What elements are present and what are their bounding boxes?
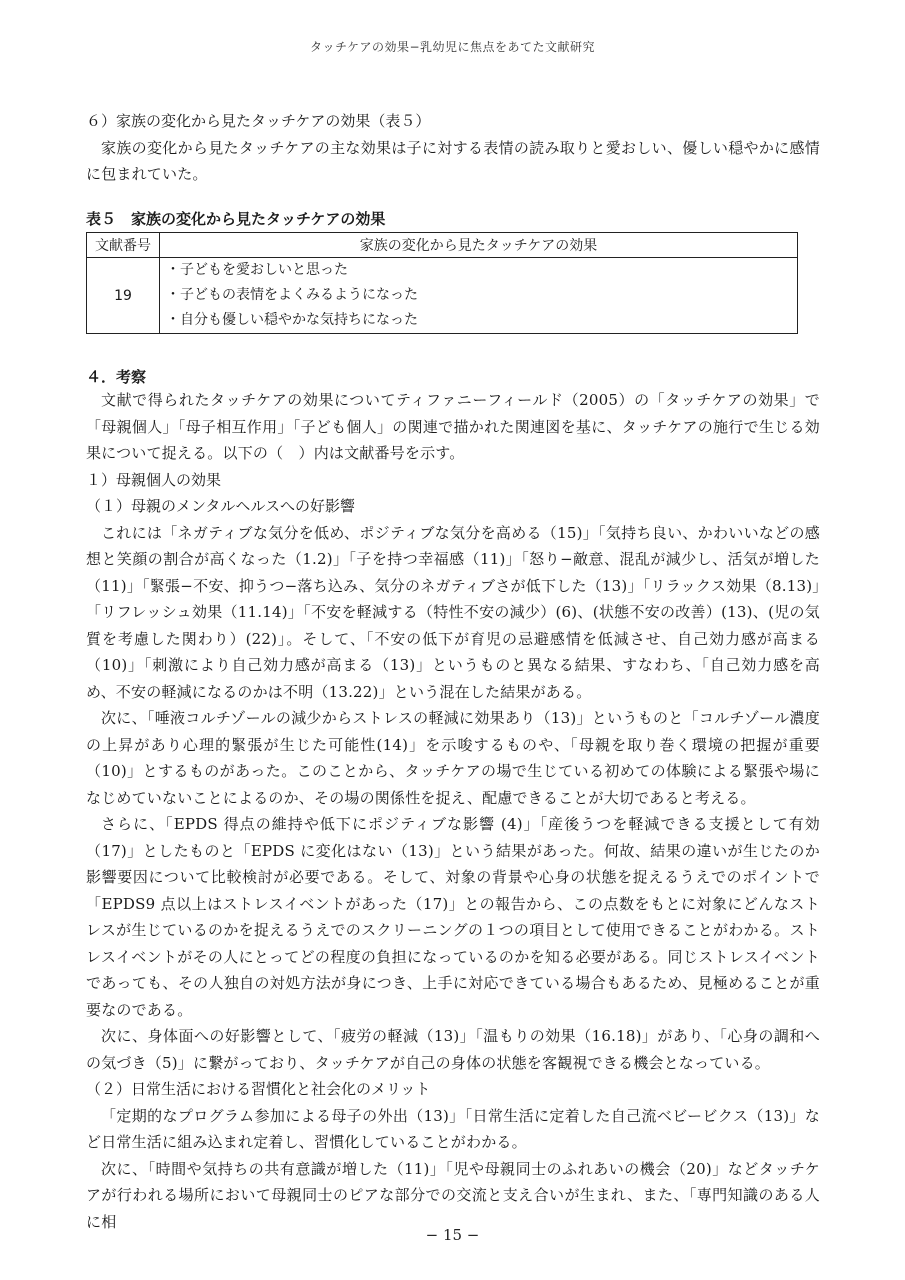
subsection-1-2-heading: （２）日常生活における習慣化と社会化のメリット xyxy=(86,1080,431,1098)
paragraph-4: 次に、身体面への好影響として、「疲労の軽減（13)」「温もりの効果（16.18)」があり、「心身の調和への気づき（5)」に繋がっており、タッチケアが自己の身体の状態を客観視できる機会となっている。 xyxy=(86,1027,820,1072)
paragraph-3: さらに、「EPDS 得点の維持や低下にポジティブな影響 (4)」「産後うつを軽減できる支援として有効（17)」としたものと「EPDS に変化はない（13)」という結果があった。何故、結果の違いが生じたのか影響要因について比較検討が必要である。そして、対象の背景や心身の状態を捉えるうえでのポイントで「EPDS9 点以上はストレスイベントがあった（17)」との報告から、この点数をもとに対象にどんなストレスが生じているのかを捉えるうえでのスクリーニングの１つの項目として使用できることがわかる。ストレスイベントがその人にとってどの程度の負担になっているのかを知る必要がある。同じストレスイベントであっても、その人独自の対処方法が身につき、上手に対応できている場合もあるため、見極めることが重要なのである。 xyxy=(86,815,820,1019)
table-cell-ref-number: 19 xyxy=(87,258,160,334)
table-header-ref-number: 文献番号 xyxy=(87,233,160,258)
page-number: − 15 − xyxy=(425,1226,480,1244)
section-6 xyxy=(86,108,820,328)
table-5 xyxy=(86,232,798,334)
table-5-caption: 表５ 家族の変化から見たタッチケアの効果 xyxy=(86,210,386,228)
section-6-heading: ６）家族の変化から見たタッチケアの効果（表５） xyxy=(86,112,431,130)
section-4-heading: ４．考察 xyxy=(86,368,147,386)
table-cell-effects xyxy=(160,258,798,334)
list-item: ・子どもを愛おしいと思った xyxy=(166,262,348,278)
running-header: タッチケアの効果−乳幼児に焦点をあてた文献研究 xyxy=(309,40,596,54)
paragraph-6: 次に、「時間や気持ちの共有意識が増した（11)」「児や母親同士のふれあいの機会（20)」などタッチケアが行われる場所において母親同士のピアな部分での交流と支え合いが生まれ、また、「専門知識のある人に相 xyxy=(86,1159,820,1231)
subsection-1-1-heading: （１）母親のメンタルヘルスへの好影響 xyxy=(86,497,355,515)
subsection-1-heading: １）母親個人の効果 xyxy=(86,470,222,489)
paragraph-1: これには「ネガティブな気分を低め、ポジティブな気分を高める（15)」「気持ち良い、かわいいなどの感想と笑顔の割合が高くなった（1.2)」「子を持つ幸福感（11)」「怒り−敵意、混乱が減少し、活気が増した（11)」「緊張−不安、抑うつ−落ち込み、気分のネガティブさが低下した（13)」「リラックス効果（8.13)」「リフレッシュ効果（11.14)」「不安を軽減する（特性不安の減少）(6)、(状態不安の改善）(13)、(児の気質を考慮した関わり）(22)」。そして、「不安の低下が育児の忌避感情を低減させ、自己効力感が高まる（10)」「刺激により自己効力感が高まる（13)」というものと異なる結果、すなわち、「自己効力感を高め、不安の軽減になるのかは不明（13.22)」という混在した結果がある。 xyxy=(86,523,820,701)
section-4 xyxy=(86,366,820,1235)
paragraph-2: 次に、「唾液コルチゾールの減少からストレスの軽減に効果あり（13)」というものと「コルチゾール濃度の上昇があり心理的緊張が生じた可能性(14)」を示唆するものや、「母親を取り巻く環境の把握が重要（10)」とするものがあった。このことから、タッチケアの場で生じている初めての体験による緊張や場になじめていないことによるのか、その場の関係性を捉え、配慮できることが大切であると考える。 xyxy=(86,709,820,807)
list-item: ・自分も優しい穏やかな気持ちになった xyxy=(166,312,418,328)
table-row xyxy=(87,258,798,334)
paragraph-5: 「定期的なプログラム参加による母子の外出（13)」「日常生活に定着した自己流ベビービクス（13)」など日常生活に組み込まれ定着し、習慣化していることがわかる。 xyxy=(86,1106,820,1151)
section-4-intro: 文献で得られたタッチケアの効果についてティファニーフィールド（2005）の「タッチケアの効果」で「母親個人」「母子相互作用」「子ども個人」の関連で描かれた関連図を基に、タッチケアの施行で生じる効果について捉える。以下の（ ）内は文献番号を示す。 xyxy=(86,391,820,462)
table-header-effect: 家族の変化から見たタッチケアの効果 xyxy=(160,233,798,258)
section-6-paragraph: 家族の変化から見たタッチケアの主な効果は子に対する表情の読み取りと愛おしい、優しい穏やかに感情に包まれていた。 xyxy=(86,138,820,183)
table-header-row xyxy=(87,233,798,258)
list-item: ・子どもの表情をよくみるようになった xyxy=(166,287,418,303)
